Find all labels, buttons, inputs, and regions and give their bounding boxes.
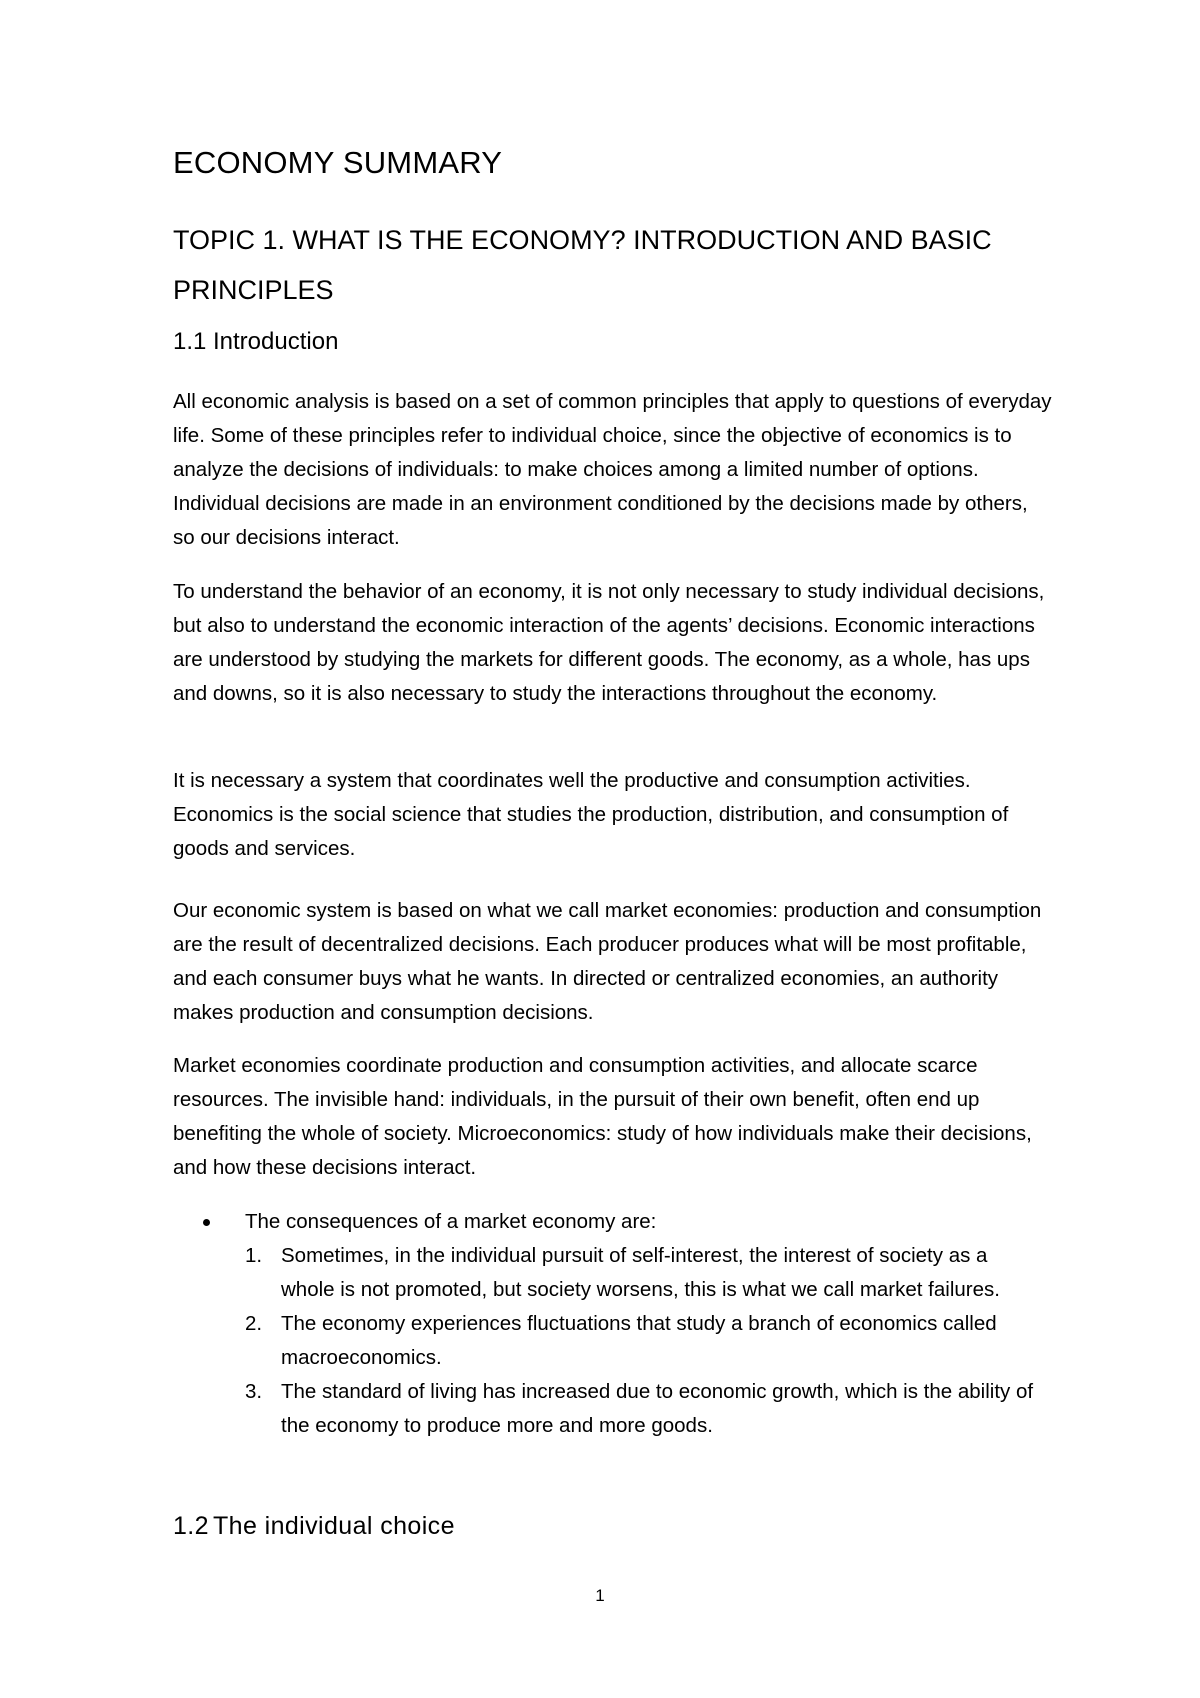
section-heading-1-1 xyxy=(173,328,338,356)
paragraph-5: Market economies coordinate production and consumption activities, and allocate scarce resources. The invisible hand: individuals, in the pursuit of their own benefit, often end up benefiting the whole of society. Microeconomics: study of how individuals make their decisions, and how these decisions interact. xyxy=(173,1054,1032,1179)
numbered-list xyxy=(245,1239,1045,1443)
paragraph-4: Our economic system is based on what we call market economies: production and consumption are the result of decentralized decisions. Each producer produces what will be most profitable, and each consumer buys what he wants. In directed or centralized economies, an authority makes production and consumption decisions. xyxy=(173,899,1042,1024)
list-number: 2. xyxy=(245,1312,263,1335)
section-heading-1-2 xyxy=(173,1512,455,1541)
list-item xyxy=(245,1375,1045,1443)
bullet-item xyxy=(203,1205,1033,1239)
section-number: 1.1 xyxy=(173,328,207,355)
paragraph-3: It is necessary a system that coordinates well the productive and consumption activities. Economics is the social science that studies the production, distribution, and consumption of goods and services. xyxy=(173,769,1009,860)
page-number: 1 xyxy=(595,1586,605,1605)
section-label: The individual choice xyxy=(213,1512,455,1540)
list-text: The economy experiences fluctuations that study a branch of economics called macroeconomics. xyxy=(281,1312,997,1369)
list-number: 3. xyxy=(245,1380,263,1403)
section-label: Introduction xyxy=(213,328,339,355)
bullet-dot-icon xyxy=(203,1219,210,1226)
list-text: The standard of living has increased due to economic growth, which is the ability of the economy to produce more and more goods. xyxy=(281,1380,1034,1437)
list-item xyxy=(245,1239,1045,1307)
list-text: Sometimes, in the individual pursuit of self-interest, the interest of society as a whole is not promoted, but society worsens, this is what we call market failures. xyxy=(281,1244,1000,1301)
bullet-text: The consequences of a market economy are: xyxy=(245,1210,657,1233)
list-item xyxy=(245,1307,1045,1375)
topic-heading: TOPIC 1. WHAT IS THE ECONOMY? INTRODUCTION AND BASIC PRINCIPLES xyxy=(173,225,992,305)
paragraph-2: To understand the behavior of an economy, it is not only necessary to study individual decisions, but also to understand the economic interaction of the agents’ decisions. Economic interactions are understood by studying the markets for different goods. The economy, as a whole, has ups and downs, so it is also necessary to study the interactions throughout the economy. xyxy=(173,580,1045,705)
list-number: 1. xyxy=(245,1244,263,1267)
document-title: ECONOMY SUMMARY xyxy=(173,145,503,180)
section-number: 1.2 xyxy=(173,1512,209,1540)
paragraph-1: All economic analysis is based on a set of common principles that apply to questions of everyday life. Some of these principles refer to individual choice, since the objective of economics is to analyze the decisions of individuals: to make choices among a limited number of options. Individual decisions are made in an environment conditioned by the decisions made by others, so our decisions interact. xyxy=(173,390,1052,549)
